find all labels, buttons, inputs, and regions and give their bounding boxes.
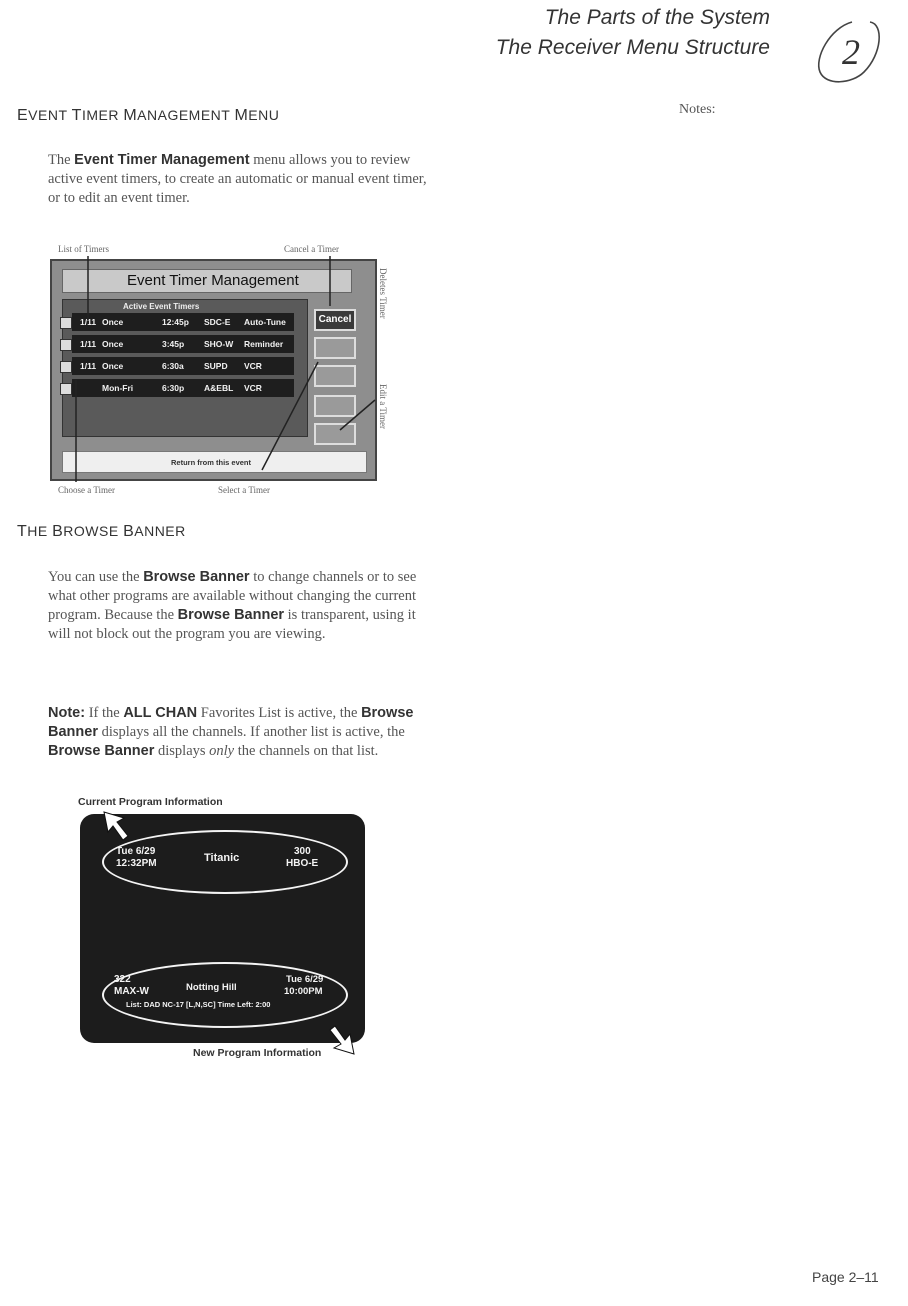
new-info-line: List: DAD NC-17 [L,N,SC] Time Left: 2:00 xyxy=(126,1000,271,1009)
page-number: Page 2–11 xyxy=(812,1269,879,1285)
return-text: Return from this event xyxy=(171,458,252,467)
caption-new-program: New Program Information xyxy=(193,1047,322,1059)
timer-type: VCR xyxy=(244,383,262,393)
current-time: 12:32PM xyxy=(116,858,157,869)
timer-date: 1/11 xyxy=(80,317,97,327)
figure1-callout-lines xyxy=(40,250,400,490)
timer-time: 3:45p xyxy=(162,339,185,349)
browse-banner-note: Note: If the ALL CHAN Favorites List is active, the Browse Banner displays all the channels. If another list is active, the Browse Banner displays only the channels on that list. xyxy=(48,705,414,759)
callout-list-of-timers: List of Timers xyxy=(58,244,110,254)
timer-ch: SUPD xyxy=(204,361,228,371)
header-subtitle: The Receiver Menu Structure xyxy=(495,36,770,59)
timer-date: 1/11 xyxy=(80,339,97,349)
panel-header: Active Event Timers xyxy=(123,302,200,311)
timer-freq: Once xyxy=(102,361,124,371)
callout-choose-timer: Choose a Timer xyxy=(58,485,116,495)
new-day: Tue 6/29 xyxy=(286,974,324,985)
section-heading-browse-banner: THE BROWSE BANNER xyxy=(17,523,186,540)
new-time: 10:00PM xyxy=(284,986,323,997)
chapter-badge xyxy=(812,14,884,86)
new-title: Notting Hill xyxy=(186,982,237,993)
notes-label: Notes: xyxy=(679,102,716,117)
timer-type: VCR xyxy=(244,361,262,371)
cancel-button[interactable]: Cancel xyxy=(314,309,356,331)
timer-freq: Once xyxy=(102,339,124,349)
current-channel-name: HBO-E xyxy=(286,858,319,869)
timer-type: Auto-Tune xyxy=(244,317,286,327)
new-channel-number: 322 xyxy=(114,974,131,985)
timer-time: 6:30p xyxy=(162,383,185,393)
header-title: The Parts of the System xyxy=(544,6,770,29)
figure2-arrows xyxy=(100,808,360,1058)
caption-current-program: Current Program Information xyxy=(78,796,223,808)
timer-freq: Mon-Fri xyxy=(102,383,134,393)
callout-edit-timer: Edit a Timer xyxy=(378,384,388,430)
browse-banner-paragraph: You can use the Browse Banner to change channels or to see what other programs are available without changing the current program. Because the Browse Banner is transparent, using it will not block out the program you are viewing. xyxy=(48,569,417,642)
new-channel-name: MAX-W xyxy=(114,986,149,997)
screen-title: Event Timer Management xyxy=(127,272,299,289)
callout-cancel-timer: Cancel a Timer xyxy=(284,244,339,254)
current-day: Tue 6/29 xyxy=(116,846,156,857)
timer-type: Reminder xyxy=(244,339,284,349)
callout-select-timer: Select a Timer xyxy=(218,485,270,495)
section-heading-event-timer: EVENT TIMER MANAGEMENT MENU xyxy=(17,107,280,124)
callout-deletes-timer: Deletes Timer xyxy=(378,268,388,319)
timer-time: 6:30a xyxy=(162,361,184,371)
timer-date: 1/11 xyxy=(80,361,97,371)
timer-ch: A&EBL xyxy=(204,383,234,393)
current-title: Titanic xyxy=(204,852,240,864)
timer-ch: SDC-E xyxy=(204,317,231,327)
current-channel-number: 300 xyxy=(294,846,311,857)
timer-ch: SHO-W xyxy=(204,339,234,349)
event-timer-paragraph: The Event Timer Management menu allows you to review active event timers, to create an automatic or manual event timer, or to edit an event timer. xyxy=(48,152,427,206)
timer-freq: Once xyxy=(102,317,124,327)
chapter-number: 2 xyxy=(842,32,860,72)
timer-time: 12:45p xyxy=(162,317,189,327)
